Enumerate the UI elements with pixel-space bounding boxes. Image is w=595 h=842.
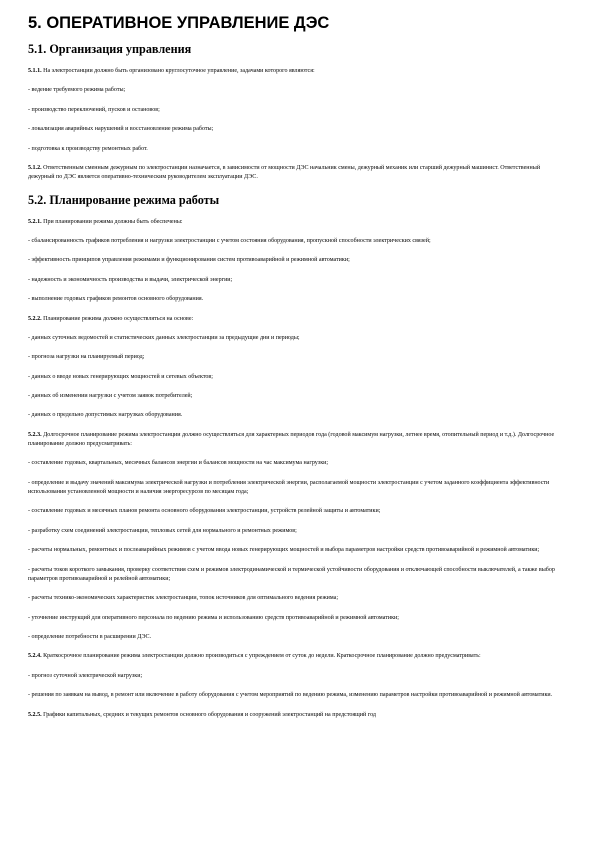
page-title: 5. ОПЕРАТИВНОЕ УПРАВЛЕНИЕ ДЭС (28, 14, 330, 32)
list-item: - расчеты токов короткого замыкания, проверку соответствия схем и режимов электродинамической и термической устойчивости оборудования и отключающей способности выключателей, а также выбор параметров противоаварийной и релейной автоматики; (28, 566, 555, 582)
list-item: - определение и выдачу значений максимума электрической нагрузки и потребления электрической энергии, располагаемой мощности электростанции с учетом заданного коэффициента эффективности использования установленной мощности и наличия энергоресурсов по месяцам года; (28, 479, 550, 496)
list-item: - данных о вводе новых генерирующих мощностей и сетевых объектов; (28, 373, 213, 380)
section-heading: 5.1. Организация управления (28, 42, 192, 56)
paragraph (28, 711, 567, 720)
paragraph (28, 218, 567, 227)
list-item: - уточнение инструкций для оперативного персонала по ведению режима и использованию средств противоаварийной и режимной автоматики; (28, 614, 399, 621)
list-item: - определение потребности в расширении ДЭС. (28, 633, 152, 640)
list-item: - эффективность принципов управления режимами и функционирования систем противоаварийной и режимной автоматики; (28, 257, 350, 264)
list-item: - прогноз суточной электрической нагрузки; (28, 672, 143, 679)
list-item: - решения по заявкам на вывод, в ремонт или включение в работу оборудования с учетом мероприятий по ведению режима, изменению параметров настройки противоаварийной и режимной автоматики. (28, 692, 553, 699)
paragraph-text: Графики капитальных, средних и текущих ремонтов основного оборудования и сооружений электростанций на предстоящий год (43, 711, 377, 718)
list-item: - локализация аварийных нарушений и восстановление режима работы; (28, 126, 214, 133)
list-item: - сбалансированность графиков потребления и нагрузки электростанции с учетом состояния оборудования, пропускной способности электрических связей; (28, 237, 431, 244)
clause-number: 5.2.2. (28, 315, 42, 322)
paragraph (28, 164, 567, 182)
section-5-1 (28, 42, 567, 182)
list-item: - расчеты технико-экономических характеристик электростанции, топок источников для оптимального ведения режима; (28, 595, 339, 602)
list-item: - ведение требуемого режима работы; (28, 87, 126, 94)
list-item: - составление годовых и месячных планов ремонта основного оборудования электростанции, устройств релейной защиты и автоматики; (28, 508, 381, 515)
paragraph (28, 67, 567, 76)
clause-number: 5.2.1. (28, 218, 42, 225)
section-heading: 5.2. Планирование режима работы (28, 192, 220, 207)
clause-number: 5.2.4. (28, 653, 42, 660)
paragraph (28, 431, 567, 449)
clause-number: 5.2.3. (28, 431, 42, 438)
list-item: - производство переключений, пусков и остановов; (28, 106, 160, 113)
clause-number: 5.2.5. (28, 711, 42, 718)
list-item: - расчеты нормальных, ремонтных и послеаварийных режимов с учетом ввода новых генерирующих мощностей и выбора параметров настройки средств противоаварийной и режимной автоматики; (28, 547, 540, 554)
list-item: - данных о предельно допустимых нагрузках оборудования. (28, 412, 183, 419)
list-item: - составление годовых, квартальных, месячных балансов энергии и балансов мощности на час максимума нагрузки; (28, 460, 329, 467)
paragraph-text: Долгосрочное планирование режима электростанции должно осуществляться для характерных периодов года (годовой максимум нагрузки, летнее время, отопительный период и т.д.). Долгосрочное планирование должно предусматривать: (28, 431, 555, 448)
paragraph-text: Планирование режима должно осуществляться на основе: (43, 315, 194, 322)
clause-number: 5.1.1. (28, 68, 42, 74)
list-item: - выполнение годовых графиков ремонтов основного оборудования. (28, 296, 204, 303)
paragraph-text: На электростанции должно быть организовано круглосуточное управление, задачами которого являются: (43, 68, 315, 74)
paragraph-text: Краткосрочное планирование режима электростанции должно производиться с упреждением от суток до недели. Краткосрочное планирование должно предусматривать: (43, 653, 481, 660)
paragraph (28, 315, 567, 324)
section-5-2 (28, 193, 567, 720)
list-item: - разработку схем соединений электростанции, тепловых сетей для нормального и ремонтных режимов; (28, 527, 297, 534)
list-item: - подготовка к производству ремонтных работ. (28, 145, 148, 152)
paragraph-text: Ответственным сменным дежурным по электростанции назначается, в зависимости от мощности ДЭС начальник смены, дежурный механик или старший дежурный машинист. Ответственный дежурный по ДЭС является оперативно-техническим руководителем эксплуатации ДЭС. (28, 164, 541, 181)
paragraph (28, 652, 567, 661)
list-item: - надежность и экономичность производства и выдачи, электрической энергии; (28, 276, 233, 283)
clause-number: 5.1.2. (28, 164, 42, 171)
paragraph-text: При планировании режима должны быть обеспечены: (43, 218, 183, 225)
list-item: - данных об изменении нагрузки с учетом заявок потребителей; (28, 393, 193, 400)
list-item: - прогноза нагрузки на планируемый период; (28, 354, 145, 361)
list-item: - данных суточных ведомостей и статистических данных электростанции за предыдущие дни и периоды; (28, 334, 300, 341)
